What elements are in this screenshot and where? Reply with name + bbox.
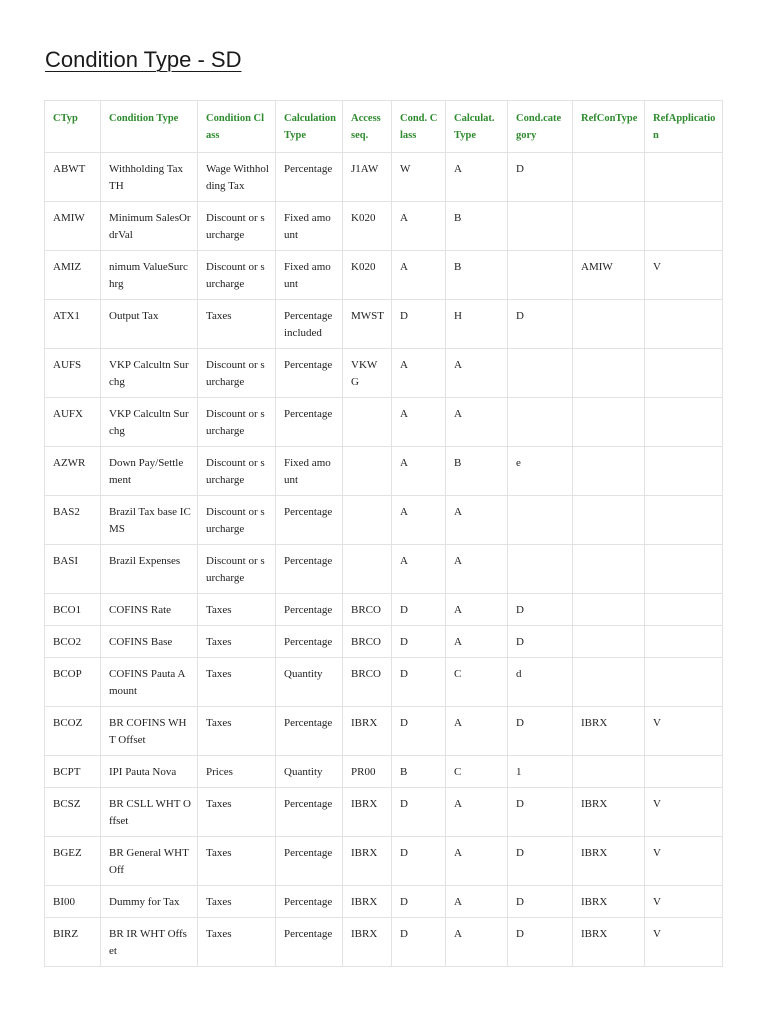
column-header: Condition Class [198, 101, 276, 153]
table-cell [343, 545, 392, 594]
table-cell: D [508, 918, 573, 967]
table-cell: Discount or surcharge [198, 202, 276, 251]
table-cell: D [392, 707, 446, 756]
table-cell: Percentage included [276, 300, 343, 349]
table-cell: V [645, 918, 723, 967]
table-row [45, 349, 723, 398]
table-cell: A [446, 788, 508, 837]
table-cell: Percentage [276, 349, 343, 398]
table-row [45, 707, 723, 756]
table-row [45, 918, 723, 967]
column-header: CTyp [45, 101, 101, 153]
column-header: Condition Type [101, 101, 198, 153]
table-cell: K020 [343, 202, 392, 251]
table-cell: COFINS Rate [101, 594, 198, 626]
condition-type-table [44, 100, 723, 967]
table-cell: D [508, 626, 573, 658]
table-cell: BR CSLL WHT Offset [101, 788, 198, 837]
table-cell [645, 658, 723, 707]
table-cell: B [446, 251, 508, 300]
table-cell: A [392, 398, 446, 447]
table-cell: AUFS [45, 349, 101, 398]
table-cell: D [392, 626, 446, 658]
table-cell [645, 398, 723, 447]
table-cell: Percentage [276, 594, 343, 626]
table-row [45, 300, 723, 349]
table-cell: MWST [343, 300, 392, 349]
table-cell: K020 [343, 251, 392, 300]
table-cell [573, 349, 645, 398]
table-cell: Percentage [276, 837, 343, 886]
table-cell: Taxes [198, 658, 276, 707]
table-cell: Quantity [276, 658, 343, 707]
table-row [45, 496, 723, 545]
table-cell [645, 153, 723, 202]
table-cell: AZWR [45, 447, 101, 496]
table-cell: VKP Calcultn Surchg [101, 398, 198, 447]
page-title: Condition Type - SD [45, 47, 242, 72]
table-cell: e [508, 447, 573, 496]
table-cell: Withholding Tax TH [101, 153, 198, 202]
table-cell: D [392, 658, 446, 707]
table-cell: A [392, 447, 446, 496]
table-cell: IBRX [573, 837, 645, 886]
table-cell: nimum ValueSurchrg [101, 251, 198, 300]
table-row [45, 398, 723, 447]
table-cell [645, 626, 723, 658]
table-cell: Percentage [276, 398, 343, 447]
table-cell [573, 545, 645, 594]
table-cell: D [508, 594, 573, 626]
table-cell [645, 545, 723, 594]
table-row [45, 251, 723, 300]
table-cell: A [446, 626, 508, 658]
table-cell: BCSZ [45, 788, 101, 837]
table-cell: D [392, 788, 446, 837]
table-cell: V [645, 788, 723, 837]
table-cell: BAS2 [45, 496, 101, 545]
table-cell [645, 202, 723, 251]
column-header: Access seq. [343, 101, 392, 153]
table-cell: VKWG [343, 349, 392, 398]
table-cell: Discount or surcharge [198, 398, 276, 447]
table-cell: BR General WHT Off [101, 837, 198, 886]
table-cell: IBRX [343, 886, 392, 918]
table-cell: BRCO [343, 594, 392, 626]
table-cell: Brazil Expenses [101, 545, 198, 594]
table-cell: ATX1 [45, 300, 101, 349]
column-header: Cond. Class [392, 101, 446, 153]
table-cell: D [508, 707, 573, 756]
table-cell: D [508, 788, 573, 837]
table-cell: A [446, 707, 508, 756]
table-cell: Discount or surcharge [198, 496, 276, 545]
table-cell: BR COFINS WHT Offset [101, 707, 198, 756]
table-cell: D [508, 837, 573, 886]
table-cell: A [446, 886, 508, 918]
table-cell: BR IR WHT Offset [101, 918, 198, 967]
table-cell [343, 496, 392, 545]
table-cell: V [645, 251, 723, 300]
table-cell: Fixed amount [276, 447, 343, 496]
table-cell: A [446, 594, 508, 626]
table-cell: IBRX [573, 788, 645, 837]
table-cell [573, 398, 645, 447]
column-header: Calculation Type [276, 101, 343, 153]
table-row [45, 756, 723, 788]
table-cell: IBRX [343, 918, 392, 967]
table-cell: C [446, 658, 508, 707]
table-cell: BIRZ [45, 918, 101, 967]
table-cell: Taxes [198, 837, 276, 886]
table-cell [508, 545, 573, 594]
column-header: Cond.category [508, 101, 573, 153]
table-cell: IBRX [343, 837, 392, 886]
table-cell: D [392, 886, 446, 918]
table-cell: A [392, 202, 446, 251]
table-cell: 1 [508, 756, 573, 788]
table-row [45, 788, 723, 837]
table-cell: IBRX [573, 707, 645, 756]
table-cell: A [446, 153, 508, 202]
table-cell: A [392, 496, 446, 545]
table-cell [645, 496, 723, 545]
table-cell: COFINS Base [101, 626, 198, 658]
table-cell: Fixed amount [276, 202, 343, 251]
table-cell: AUFX [45, 398, 101, 447]
table-cell: D [392, 918, 446, 967]
table-cell: A [392, 349, 446, 398]
table-cell [573, 202, 645, 251]
table-cell: AMIZ [45, 251, 101, 300]
table-cell: Percentage [276, 918, 343, 967]
table-cell [645, 594, 723, 626]
table-cell: BCOZ [45, 707, 101, 756]
table-cell: Quantity [276, 756, 343, 788]
table-cell: Discount or surcharge [198, 349, 276, 398]
table-cell: Prices [198, 756, 276, 788]
table-cell: VKP Calcultn Surchg [101, 349, 198, 398]
table-cell: Taxes [198, 594, 276, 626]
table-cell: ABWT [45, 153, 101, 202]
table-cell: A [392, 545, 446, 594]
table-cell: BRCO [343, 626, 392, 658]
table-cell: Percentage [276, 626, 343, 658]
table-cell: PR00 [343, 756, 392, 788]
table-cell [508, 349, 573, 398]
table-cell: BASI [45, 545, 101, 594]
table-cell: IBRX [343, 707, 392, 756]
table-cell [508, 202, 573, 251]
table-cell: d [508, 658, 573, 707]
table-cell: Brazil Tax base ICMS [101, 496, 198, 545]
table-cell: Percentage [276, 545, 343, 594]
table-cell: IBRX [573, 886, 645, 918]
column-header: Calculat. Type [446, 101, 508, 153]
table-cell: COFINS Pauta Amount [101, 658, 198, 707]
table-cell: J1AW [343, 153, 392, 202]
table-cell: A [446, 837, 508, 886]
table-cell: Percentage [276, 788, 343, 837]
table-cell: D [392, 594, 446, 626]
table-cell: V [645, 886, 723, 918]
table-cell: BCO2 [45, 626, 101, 658]
table-cell: Percentage [276, 707, 343, 756]
table-cell: Percentage [276, 886, 343, 918]
table-cell [573, 756, 645, 788]
table-cell [508, 251, 573, 300]
column-header: RefApplication [645, 101, 723, 153]
table-cell [573, 496, 645, 545]
table-cell: C [446, 756, 508, 788]
table-cell: AMIW [45, 202, 101, 251]
table-cell: Wage Withholding Tax [198, 153, 276, 202]
table-cell: IBRX [343, 788, 392, 837]
table-cell: D [392, 300, 446, 349]
table-cell: Taxes [198, 918, 276, 967]
table-cell: A [446, 496, 508, 545]
table-row [45, 202, 723, 251]
table-cell: Taxes [198, 886, 276, 918]
table-cell [573, 594, 645, 626]
table-row [45, 626, 723, 658]
table-cell [645, 349, 723, 398]
table-cell: Minimum SalesOrdrVal [101, 202, 198, 251]
column-header: RefConType [573, 101, 645, 153]
table-row [45, 594, 723, 626]
table-cell: D [508, 300, 573, 349]
table-cell: W [392, 153, 446, 202]
table-cell: IBRX [573, 918, 645, 967]
table-cell: Taxes [198, 707, 276, 756]
table-cell: BCOP [45, 658, 101, 707]
table-cell [645, 300, 723, 349]
table-row [45, 153, 723, 202]
table-row [45, 658, 723, 707]
table-cell: Percentage [276, 153, 343, 202]
table-cell: AMIW [573, 251, 645, 300]
table-cell: Taxes [198, 300, 276, 349]
table-cell [573, 626, 645, 658]
table-cell [573, 658, 645, 707]
table-cell: B [446, 447, 508, 496]
table-row [45, 837, 723, 886]
table-cell: H [446, 300, 508, 349]
table-cell [645, 447, 723, 496]
table-cell [508, 398, 573, 447]
table-cell [343, 398, 392, 447]
table-cell: B [392, 756, 446, 788]
table-cell: B [446, 202, 508, 251]
table-cell: IPI Pauta Nova [101, 756, 198, 788]
table-cell: Fixed amount [276, 251, 343, 300]
table-cell: Discount or surcharge [198, 545, 276, 594]
table-cell: A [446, 349, 508, 398]
table-cell: D [508, 886, 573, 918]
table-cell: V [645, 837, 723, 886]
table-cell: V [645, 707, 723, 756]
table-cell: Output Tax [101, 300, 198, 349]
table-row [45, 886, 723, 918]
table-body [45, 153, 723, 967]
table-cell: A [392, 251, 446, 300]
table-cell: BCO1 [45, 594, 101, 626]
table-row [45, 447, 723, 496]
table-cell: D [392, 837, 446, 886]
table-cell [645, 756, 723, 788]
table-cell: Taxes [198, 626, 276, 658]
table-cell: BRCO [343, 658, 392, 707]
table-header-row [45, 101, 723, 153]
table-cell: Down Pay/Settlement [101, 447, 198, 496]
table-cell [573, 153, 645, 202]
table-cell: A [446, 398, 508, 447]
table-cell: Discount or surcharge [198, 251, 276, 300]
table-cell: Percentage [276, 496, 343, 545]
table-cell: D [508, 153, 573, 202]
table-cell: Dummy for Tax [101, 886, 198, 918]
table-cell [573, 447, 645, 496]
table-cell [508, 496, 573, 545]
table-cell: Discount or surcharge [198, 447, 276, 496]
table-cell: BI00 [45, 886, 101, 918]
table-row [45, 545, 723, 594]
table-cell: A [446, 545, 508, 594]
table-cell [573, 300, 645, 349]
table-cell: A [446, 918, 508, 967]
table-cell [343, 447, 392, 496]
table-cell: BCPT [45, 756, 101, 788]
table-cell: BGEZ [45, 837, 101, 886]
table-cell: Taxes [198, 788, 276, 837]
